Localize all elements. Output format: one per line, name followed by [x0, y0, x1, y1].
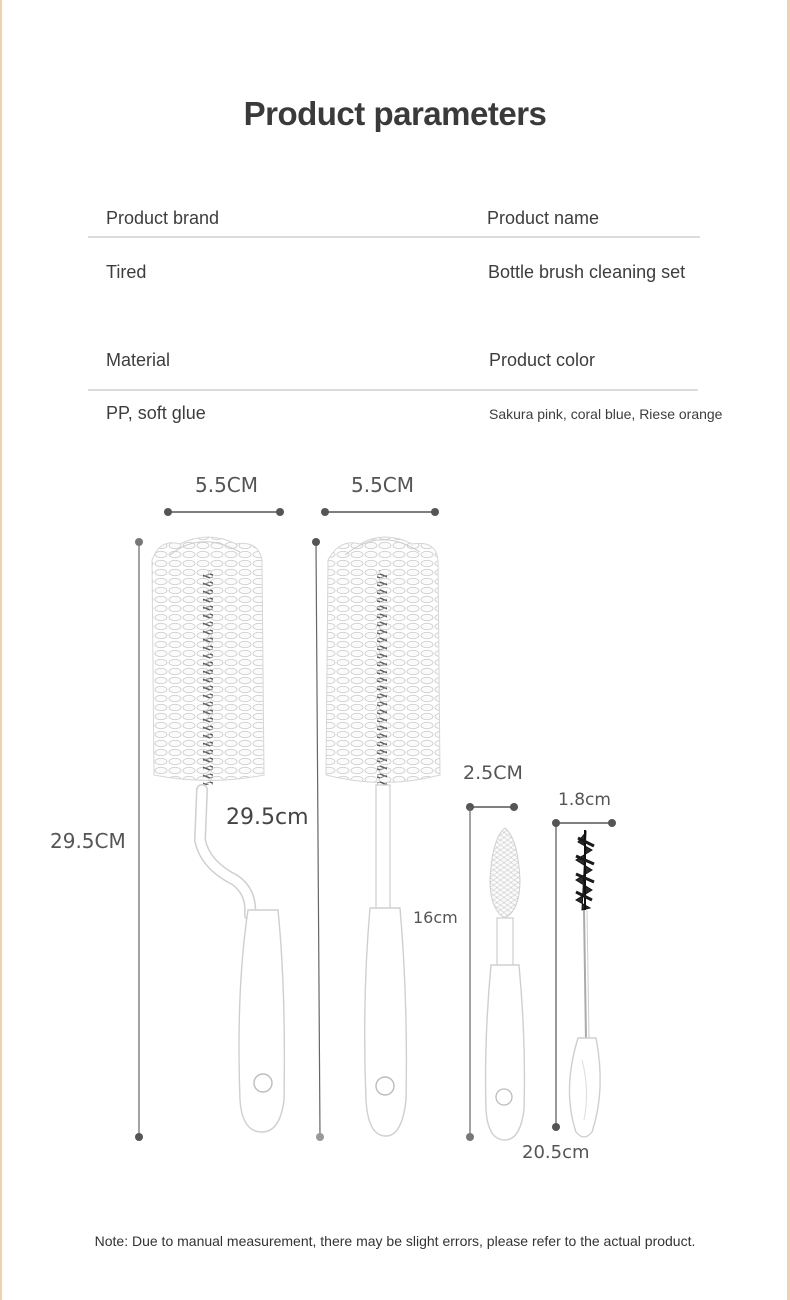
- value-material: PP, soft glue: [106, 403, 206, 423]
- value-product-color: Sakura pink, coral blue, Riese orange: [489, 406, 723, 422]
- label-product-brand: Product brand: [106, 208, 220, 228]
- dim-length-small-brush: 16cm: [413, 908, 458, 927]
- dim-length-bent-brush: 29.5cm: [226, 805, 309, 830]
- table-divider-1: [88, 236, 700, 238]
- width-dim-line-1: [164, 508, 284, 516]
- label-product-name: Product name: [487, 208, 600, 228]
- straw-brush: [569, 830, 600, 1137]
- straight-bottle-brush: [326, 537, 440, 1136]
- small-brush-width-line: [466, 803, 518, 811]
- measurement-note: Note: Due to manual measurement, there may be slight errors, please refer to the actual product.: [94, 1233, 696, 1249]
- dim-width-brush-2: 5.5CM: [351, 473, 415, 497]
- page-title: Product parameters: [243, 95, 547, 132]
- dim-width-small-brush: 2.5CM: [463, 762, 523, 784]
- brush-set-illustration: [0, 460, 790, 1180]
- label-material: Material: [106, 350, 171, 370]
- straw-brush-width-line: [552, 819, 616, 827]
- height-dim-line-2: [312, 538, 324, 1141]
- dim-height-overall: 29.5CM: [50, 829, 126, 853]
- dim-width-brush-1: 5.5CM: [195, 473, 259, 497]
- value-product-brand: Tired: [106, 262, 147, 282]
- small-brush-length-line: [466, 807, 474, 1141]
- bent-bottle-brush: [152, 537, 284, 1132]
- table-divider-2: [88, 389, 698, 391]
- height-dim-line-1: [135, 538, 143, 1141]
- straw-brush-length-line: [552, 823, 560, 1131]
- width-dim-line-2: [321, 508, 439, 516]
- dim-width-straw-brush: 1.8cm: [558, 790, 611, 810]
- label-product-color: Product color: [489, 350, 596, 370]
- small-nipple-brush: [486, 828, 525, 1140]
- dim-length-straw-brush: 20.5cm: [522, 1142, 590, 1163]
- value-product-name: Bottle brush cleaning set: [488, 262, 686, 282]
